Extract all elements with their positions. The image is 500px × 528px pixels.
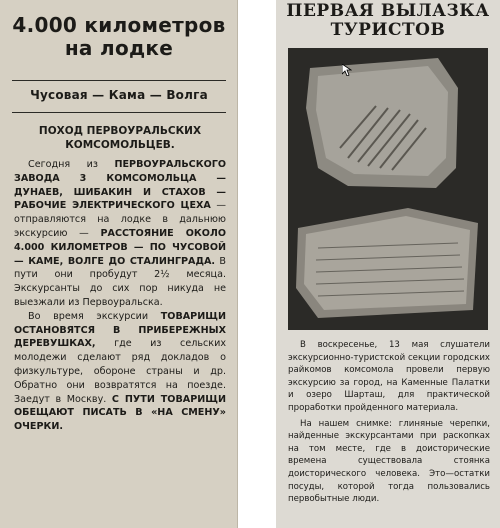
- text-run: Во время экскурсии: [28, 310, 161, 322]
- right-paragraph-2: На нашем снимке: глиняные черепки, найденные экскурсантами при раскопках на том месте, где в доисторические времена существовала стоянка доисторического человека. Это—остатки посуды, которой тогда пользовались первобытные люди.: [288, 418, 490, 505]
- pottery-shards-image: [288, 48, 488, 330]
- text-run-bold: С ПУТИ ТОВАРИЩИ ОБЕЩАЮТ ПИСАТЬ В «НА СМЕНУ» ОЧЕРКИ.: [14, 393, 227, 433]
- left-article-body: [14, 158, 226, 434]
- left-clipping: [0, 0, 238, 528]
- right-article-body: [288, 339, 490, 509]
- divider: [12, 80, 226, 81]
- right-headline-line-2: ТУРИСТОВ: [330, 20, 446, 40]
- text-run: где из сельских молодежи сделают ряд докладов о физкультуре, обороне страны и др. Обратно они возвратятся на поезде. Заедут в Москву.: [14, 338, 226, 405]
- right-headline-line-1: ПЕРВАЯ ВЫЛАЗКА: [286, 1, 490, 21]
- text-run: Сегодня из: [28, 159, 115, 170]
- text-run: — отправляются на лодке в дальнюю экскурсию —: [14, 200, 226, 239]
- text-run: В пути они пробудут 2½ месяца. Экскурсанты до сих пор никуда не выезжали из Первоуральска.: [14, 255, 226, 308]
- right-headline: [276, 2, 500, 40]
- mouse-cursor-icon: [342, 64, 352, 76]
- left-route-subtitle: Чусовая — Кама — Волга: [30, 88, 208, 102]
- right-paragraph-1: В воскресенье, 13 мая слушатели экскурсионно-туристской секции городских райкомов комсомола провели первую экскурсию за город, на Каменные Палатки и озеро Шарташ, для практической проработки пройденного материала.: [288, 340, 490, 413]
- left-paragraph-2: [14, 310, 226, 434]
- left-headline: 4.000 километров на лодке: [12, 13, 226, 60]
- pottery-shards-photo: [288, 48, 488, 330]
- text-run-bold: ПЕРВОУРАЛЬСКОГО ЗАВОДА 3 КОМСОМОЛЬЦА — ДУНАЕВ, ШИБАКИН И СТАХОВ — РАБОЧИЕ ЭЛЕКТРИЧЕСКОГО ЦЕХА: [14, 159, 226, 212]
- left-paragraph-1: [14, 158, 226, 310]
- right-clipping: [276, 0, 500, 528]
- divider: [12, 112, 226, 113]
- left-subheadline: ПОХОД ПЕРВОУРАЛЬСКИХ КОМСОМОЛЬЦЕВ.: [38, 125, 202, 151]
- text-run-bold: РАССТОЯНИЕ ОКОЛО 4.000 КИЛОМЕТРОВ — ПО ЧУСОВОЙ — КАМЕ, ВОЛГЕ ДО СТАЛИНГРАДА.: [14, 227, 226, 267]
- text-run-bold: ТОВАРИЩИ ОСТАНОВЯТСЯ В ПРИБЕРЕЖНЫХ ДЕРЕВУШКАХ,: [14, 310, 226, 350]
